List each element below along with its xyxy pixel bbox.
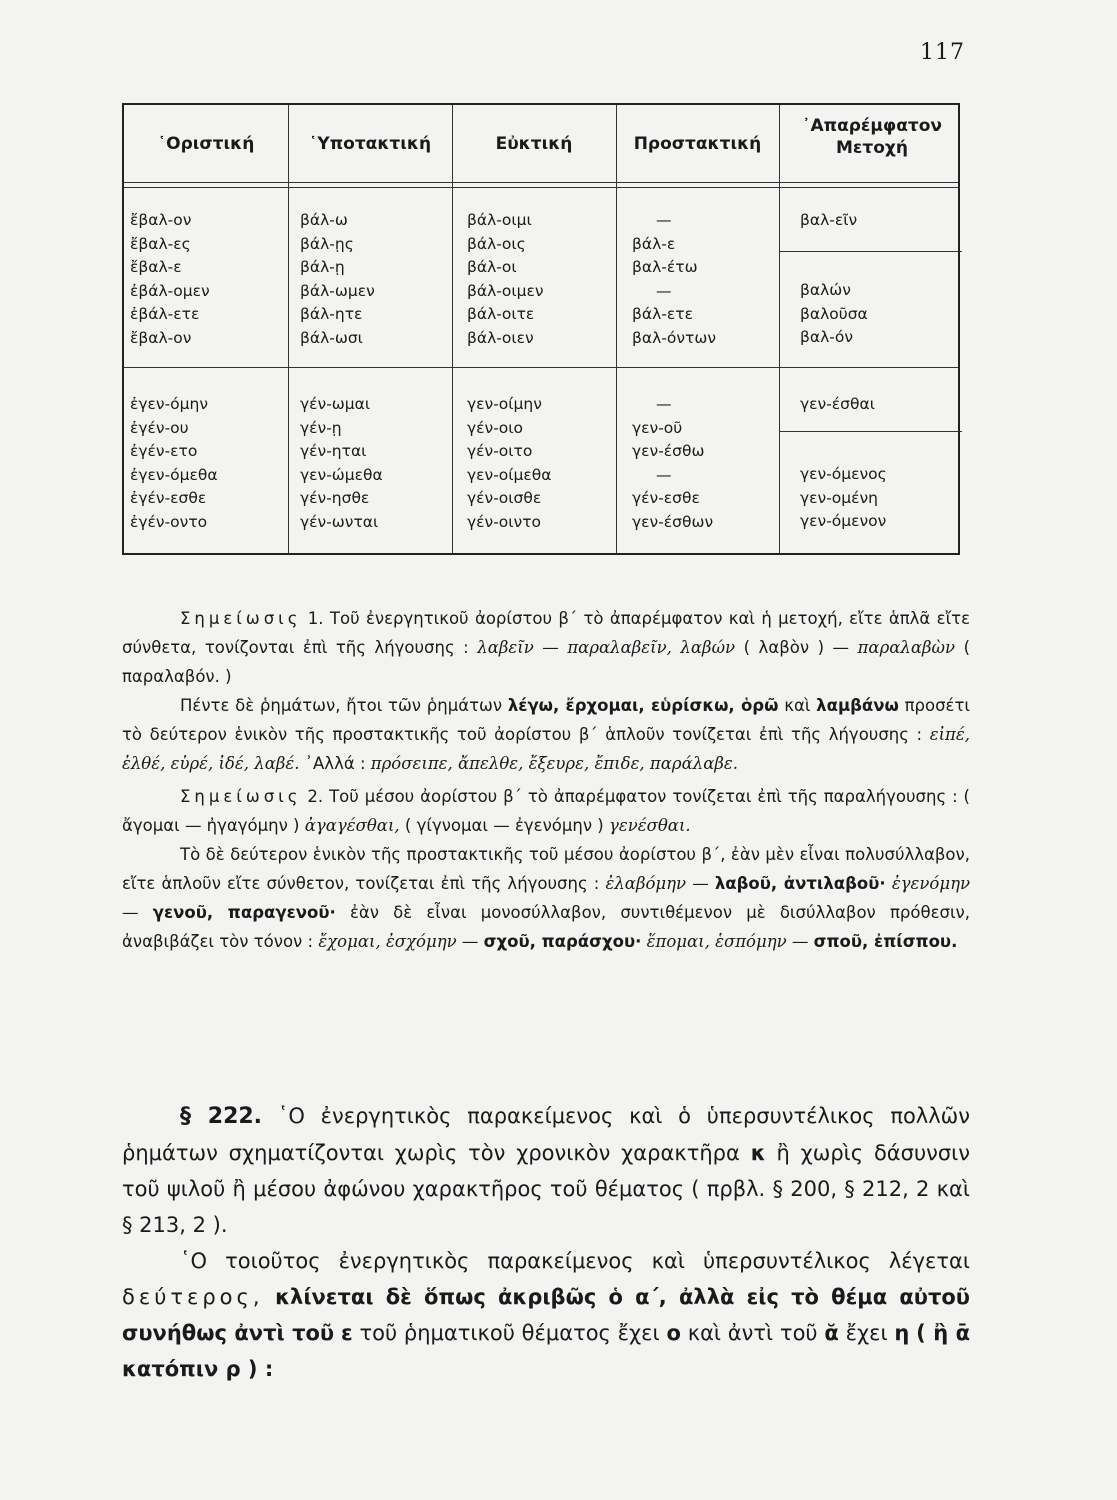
page-number: 117 bbox=[920, 40, 965, 65]
cell: βαλ-εῖν bbox=[800, 211, 858, 229]
cell: βάλ-ω bbox=[300, 211, 348, 229]
cell: — bbox=[656, 395, 672, 413]
paragraph-middle-aorist bbox=[122, 840, 970, 956]
cell: γεν-έσθω bbox=[632, 442, 705, 460]
cell: ἐγέν-ετο bbox=[130, 442, 198, 460]
cell: γέν-ηται bbox=[300, 442, 367, 460]
cell: ἐγεν-όμεθα bbox=[130, 465, 218, 484]
cell: βάλ-ετε bbox=[632, 305, 693, 323]
cell: γεν-όμενος bbox=[800, 465, 887, 483]
example: πρόσειπε, ἄπελθε, ἔξευρε, ἔπιδε, παράλαβε. bbox=[370, 754, 738, 773]
spaced-term: δεύτερος, bbox=[122, 1285, 264, 1309]
example: λαβεῖν — παραλαβεῖν, λαβών bbox=[477, 638, 736, 657]
text: προσέτι τὸ δεύτερον ἑνικὸν τῆς προστακτικῆς τοῦ ἀορίστου β΄ ἁπλοῦν τονίζεται ἐπὶ τῆς λήγουσης : bbox=[122, 696, 970, 744]
cell: γέν-οιο bbox=[467, 418, 524, 437]
header-rule bbox=[124, 187, 958, 188]
cell: βάλ-ητε bbox=[300, 305, 363, 323]
cell: γεν-ώμεθα bbox=[300, 465, 383, 484]
text: ἐὰν δὲ εἶναι μονοσύλλαβον, συντιθέμενον μὲ δισύλλαβον πρόθεσιν, ἀναβιβάζει τὸν τόνον : bbox=[122, 903, 970, 951]
cell: γέν-εσθε bbox=[632, 489, 700, 507]
bold-letter: κ bbox=[750, 1141, 766, 1165]
example: ἐλαβόμην — bbox=[605, 874, 709, 893]
cell: γέν-ωνται bbox=[300, 512, 379, 531]
header-rule bbox=[124, 182, 958, 183]
group-rule bbox=[124, 367, 958, 368]
notes-block bbox=[122, 604, 970, 956]
note-label: Σημείωσις bbox=[180, 609, 302, 628]
inf-part-divider bbox=[779, 431, 962, 432]
bold-term: γενοῦ, παραγενοῦ· bbox=[152, 903, 336, 922]
cell: βάλ-οιμεν bbox=[467, 281, 544, 300]
cell: βαλ-όν bbox=[800, 328, 854, 346]
example: ἀγαγέσθαι, bbox=[304, 816, 400, 835]
cell: βάλ-οις bbox=[467, 234, 526, 253]
section-222-paragraph bbox=[122, 1098, 970, 1243]
cell: ἔβαλ-ον bbox=[130, 328, 192, 347]
cell: — bbox=[656, 211, 672, 229]
section-222-paragraph-2 bbox=[122, 1243, 970, 1387]
text: ῾Ο τοιοῦτος ἐνεργητικὸς παρακείμενος καὶ ὑπερσυντέλικος λέγεται bbox=[180, 1249, 970, 1273]
example: εἰπέ, ἐλθέ, εὑρέ, ἰδέ, λαβέ. bbox=[122, 725, 970, 773]
g2-prostaktiki-list bbox=[632, 393, 713, 534]
text: κλίνεται δὲ ὅπως ἀκριβῶς ὁ α΄, ἀλλὰ εἰς τὸ θέμα αὐτοῦ συνήθως ἀντὶ τοῦ bbox=[122, 1285, 970, 1345]
header-efktiki: Εὐκτική bbox=[495, 134, 573, 154]
column-divider bbox=[452, 105, 453, 553]
bold-term: σποῦ, ἐπίσπου. bbox=[813, 932, 958, 951]
cell: ἐγεν-όμην bbox=[130, 395, 209, 413]
text: Τοῦ μέσου ἀορίστου β΄ τὸ ἀπαρέμφατον τονίζεται ἐπὶ τῆς παραλήγουσης : ( ἄγομαι — ἠγαγόμην ) bbox=[122, 787, 970, 835]
example: ἐγενόμην — bbox=[122, 874, 971, 922]
cell: βάλ-ῃς bbox=[300, 234, 354, 253]
cell: γεν-οίμεθα bbox=[467, 465, 552, 484]
header-prostaktiki: Προστακτική bbox=[633, 134, 762, 154]
text: Πέντε δὲ ῥημάτων, ἤτοι τῶν ῥημάτων bbox=[180, 696, 503, 715]
cell: γέν-ῃ bbox=[300, 418, 342, 437]
example: παραλαβὼν bbox=[857, 638, 956, 657]
bold-letter: η bbox=[894, 1321, 910, 1345]
text: ἢ χωρὶς δάσυνσιν τοῦ ψιλοῦ ἢ μέσου ἀφώνου χαρακτῆρος τοῦ θέματος ( πρβλ. § 200, § 212, 2 καὶ § 213, 2 ). bbox=[122, 1141, 970, 1237]
cell: γέν-οισθε bbox=[467, 489, 542, 507]
cell: ἐγέν-οντο bbox=[130, 512, 208, 531]
g2-metochi-list bbox=[800, 463, 887, 534]
cell: — bbox=[656, 281, 672, 300]
cell: ἐβάλ-ομεν bbox=[130, 281, 210, 300]
header-oristiki: ῾Οριστική bbox=[157, 134, 255, 154]
cell: γέν-ησθε bbox=[300, 489, 370, 507]
cell: ἐγέν-ου bbox=[130, 418, 189, 437]
text: ( παραλαβόν. ) bbox=[122, 638, 970, 686]
g1-efktiki-list bbox=[467, 209, 544, 350]
cell: ἔβαλ-ες bbox=[130, 234, 191, 253]
cell: γέν-οιντο bbox=[467, 512, 542, 531]
text: ᾿Αλλά : bbox=[304, 754, 366, 773]
cell: βάλ-ῃ bbox=[300, 258, 345, 276]
header-ypotaktiki: ῾Υποτακτική bbox=[308, 134, 432, 154]
cell: — bbox=[656, 465, 672, 484]
column-divider bbox=[779, 105, 780, 553]
text: ( γίγνομαι — ἐγενόμην ) bbox=[404, 816, 604, 835]
note-1 bbox=[122, 604, 970, 691]
bold-letter: ε bbox=[340, 1321, 353, 1345]
text: Τὸ δὲ δεύτερον ἑνικὸν τῆς προστακτικῆς τοῦ μέσου ἀορίστου β΄, ἐὰν μὲν εἶναι πολυσύλλαβον, εἴτε ἁπλοῦν εἴτε σύνθετον, τονίζεται ἐπὶ τῆς λήγουσης : bbox=[122, 845, 970, 893]
cell: βάλ-ωμεν bbox=[300, 281, 375, 300]
cell: βάλ-ωσι bbox=[300, 328, 363, 347]
g2-ypotaktiki-list bbox=[300, 393, 383, 534]
bold-letter: ᾰ bbox=[824, 1321, 839, 1345]
column-divider bbox=[616, 105, 617, 553]
cell: γέν-οιτο bbox=[467, 442, 533, 460]
cell: βάλ-οιτε bbox=[467, 305, 535, 323]
bold-letter: ο bbox=[666, 1321, 681, 1345]
cell: βαλοῦσα bbox=[800, 304, 868, 323]
cell: γεν-οῦ bbox=[632, 418, 683, 437]
inf-part-divider bbox=[779, 251, 962, 252]
cell: ἐβάλ-ετε bbox=[130, 305, 200, 323]
g1-aparemfaton bbox=[800, 209, 857, 233]
example: ἔχομαι, ἐσχόμην — bbox=[318, 932, 479, 951]
bold-term: λέγω, ἔρχομαι, εὑρίσκω, ὁρῶ bbox=[507, 696, 779, 715]
cell: γεν-έσθαι bbox=[800, 395, 875, 413]
text: Τοῦ ἐνεργητικοῦ ἀορίστου β΄ τὸ ἀπαρέμφατον καὶ ἡ μετοχή, εἴτε ἁπλᾶ εἴτε σύνθετα, τονίζονται ἐπὶ τῆς λήγουσης : bbox=[122, 609, 971, 657]
cell: βαλ-έτω bbox=[632, 258, 698, 276]
cell: βάλ-οι bbox=[467, 258, 517, 276]
column-divider bbox=[288, 105, 289, 553]
bold-term: λαμβάνω bbox=[816, 696, 899, 715]
g2-aparemfaton bbox=[800, 393, 875, 417]
bold-term: ( ἢ ᾱ κατόπιν ρ ) : bbox=[122, 1321, 971, 1381]
bold-term: λαβοῦ, ἀντιλαβοῦ· bbox=[714, 874, 886, 893]
section-number: § 222. bbox=[180, 1104, 263, 1129]
text: τοῦ ῥηματικοῦ θέματος ἔχει bbox=[359, 1321, 660, 1345]
cell: ἐγέν-εσθε bbox=[130, 489, 207, 507]
cell: γεν-οίμην bbox=[467, 395, 542, 413]
cell: ἔβαλ-ε bbox=[130, 258, 182, 276]
note-number: 1. bbox=[307, 609, 324, 628]
cell: βαλ-όντων bbox=[632, 328, 716, 347]
text: ἔχει bbox=[845, 1321, 888, 1345]
cell: βαλών bbox=[800, 281, 851, 299]
g1-metochi-list bbox=[800, 279, 868, 350]
g2-efktiki-list bbox=[467, 393, 551, 534]
header-aparemfaton-metochi: ᾿Απαρέμφατον Μετοχή bbox=[801, 116, 942, 158]
cell: γεν-ομένη bbox=[800, 488, 879, 507]
text: καὶ bbox=[784, 696, 811, 715]
cell: γεν-όμενον bbox=[800, 512, 887, 530]
paragraph-five-verbs bbox=[122, 691, 970, 778]
g1-oristiki-list bbox=[130, 209, 210, 350]
text: καὶ ἀντὶ τοῦ bbox=[687, 1321, 818, 1345]
note-number: 2. bbox=[307, 787, 324, 806]
cell: βάλ-οιεν bbox=[467, 328, 534, 347]
note-label: Σημείωσις bbox=[180, 787, 302, 806]
text: ( λαβὸν ) — bbox=[743, 638, 850, 657]
g1-ypotaktiki-list bbox=[300, 209, 375, 350]
note-2 bbox=[122, 782, 970, 840]
cell: ἔβαλ-ον bbox=[130, 211, 192, 229]
example: ἕπομαι, ἑσπόμην — bbox=[646, 932, 809, 951]
conjugation-table bbox=[122, 103, 960, 555]
text: ῾Ο ἐνεργητικὸς παρακείμενος καὶ ὁ ὑπερσυντέλικος πολλῶν ῥημάτων σχηματίζονται χωρὶς τὸν χρονικὸν χαρακτῆρα bbox=[122, 1104, 970, 1165]
bold-term: σχοῦ, παράσχου· bbox=[483, 932, 642, 951]
cell: βάλ-οιμι bbox=[467, 211, 532, 229]
g2-oristiki-list bbox=[130, 393, 218, 534]
cell: βάλ-ε bbox=[632, 234, 676, 253]
cell: γέν-ωμαι bbox=[300, 395, 371, 413]
example: γενέσθαι. bbox=[609, 816, 691, 835]
g1-prostaktiki-list bbox=[632, 209, 716, 350]
cell: γεν-έσθων bbox=[632, 512, 714, 531]
section-222 bbox=[122, 1098, 970, 1387]
